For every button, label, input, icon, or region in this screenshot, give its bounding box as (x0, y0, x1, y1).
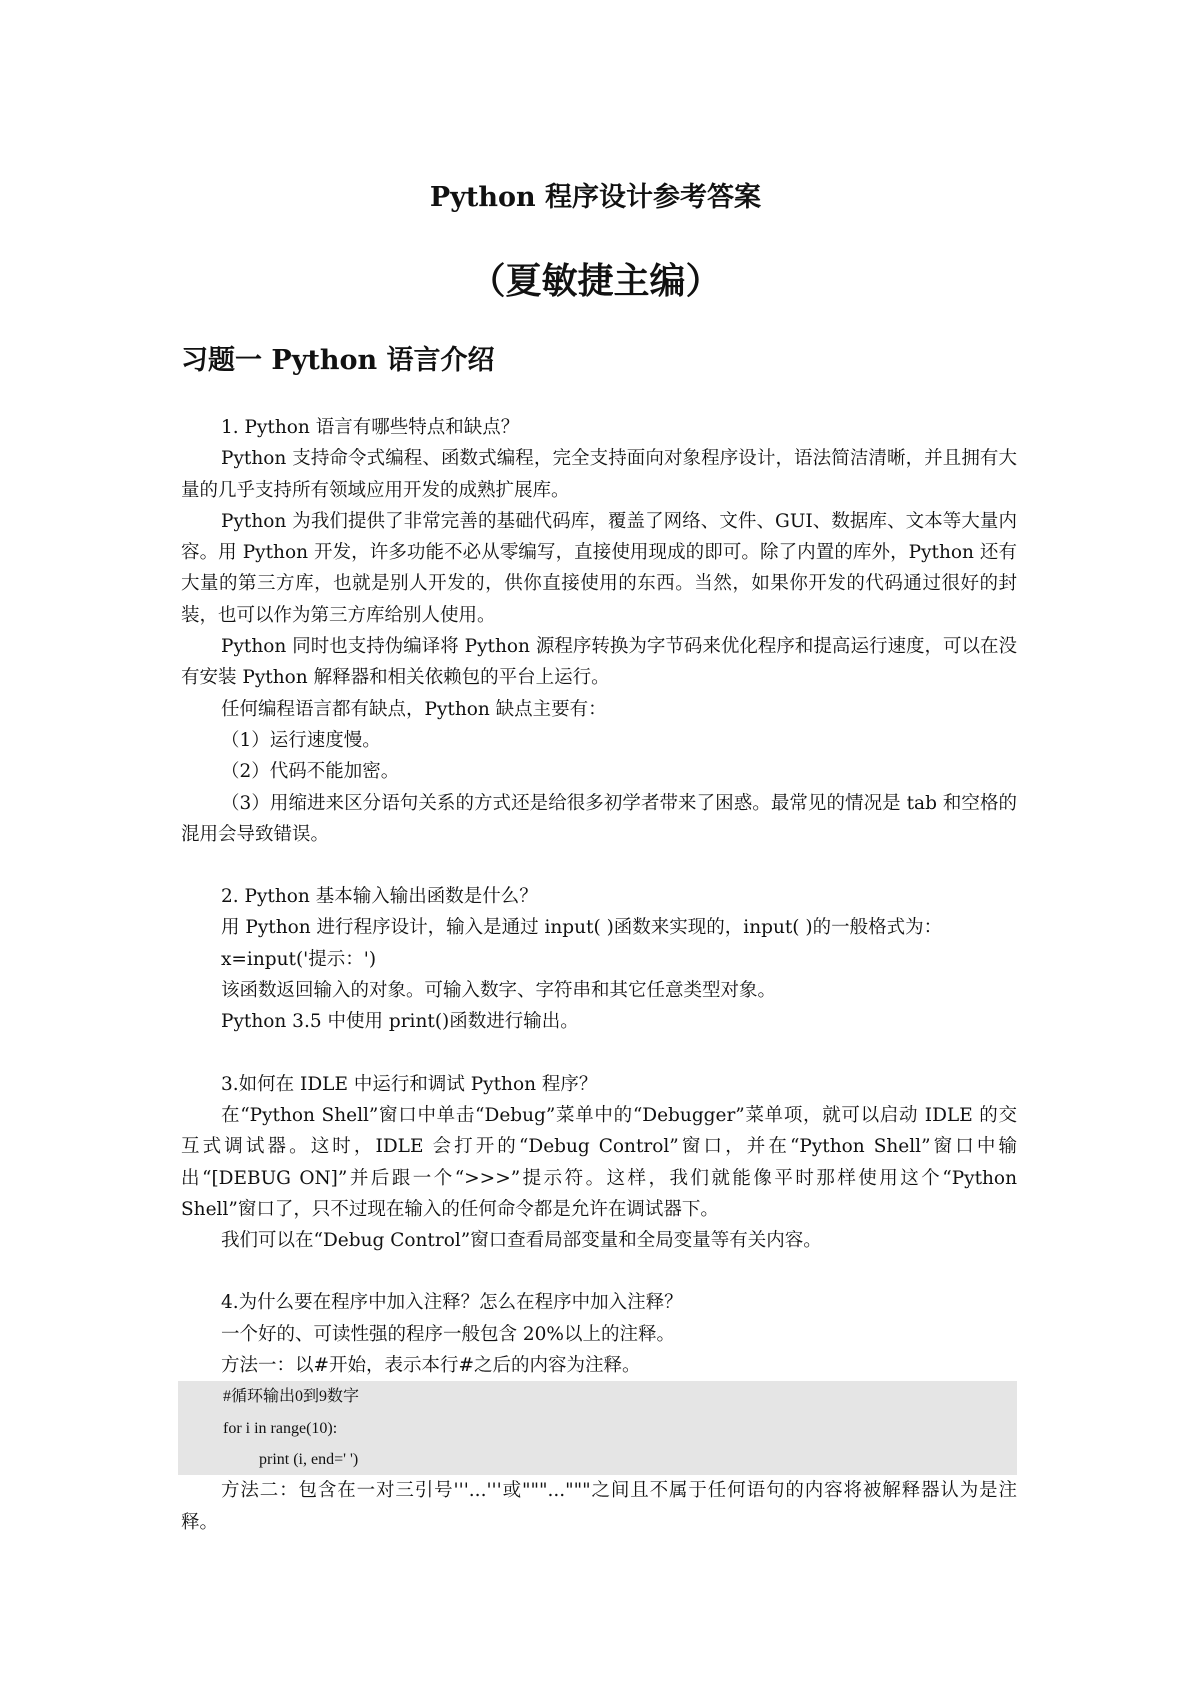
question-3: 3.如何在 IDLE 中运行和调试 Python 程序？ (221, 1073, 598, 1095)
code-line: #循环输出0到9数字 (223, 1388, 360, 1406)
spacer (181, 1038, 1017, 1069)
q1-list-item-2: （2）代码不能加密。 (221, 761, 400, 783)
code-line: for i in range(10): (223, 1419, 338, 1437)
q3-paragraph-2: 我们可以在“Debug Control”窗口查看局部变量和全局变量等有关内容。 (221, 1230, 822, 1252)
q4-paragraph-2: 方法一：以#开始，表示本行#之后的内容为注释。 (221, 1355, 641, 1377)
question-1: 1. Python 语言有哪些特点和缺点？ (221, 417, 520, 438)
spacer (181, 1256, 1017, 1287)
q1-paragraph-4: 任何编程语言都有缺点，Python 缺点主要有： (221, 698, 607, 720)
spacer (181, 850, 1017, 881)
question-2: 2. Python 基本输入输出函数是什么？ (221, 886, 538, 908)
q1-list-item-1: （1）运行速度慢。 (221, 729, 381, 751)
q4-paragraph-3: 方法二：包含在一对三引号'''...'''或"""..."""之间且不属于任何语句的内容将被解释器认为是注释。 (181, 1480, 1017, 1533)
q2-paragraph-2: x=input('提示：') (221, 948, 377, 970)
q4-paragraph-1: 一个好的、可读性强的程序一般包含 20%以上的注释。 (221, 1323, 676, 1345)
q2-paragraph-1: 用 Python 进行程序设计，输入是通过 input( )函数来实现的，input( )的一般格式为： (221, 917, 943, 939)
q1-paragraph-1: Python 支持命令式编程、函数式编程，完全支持面向对象程序设计，语法简洁清晰，并且拥有大量的几乎支持所有领域应用开发的成熟扩展库。 (181, 448, 1017, 501)
question-4: 4.为什么要在程序中加入注释？怎么在程序中加入注释？ (221, 1292, 683, 1314)
q1-paragraph-2: Python 为我们提供了非常完善的基础代码库，覆盖了网络、文件、GUI、数据库、文本等大量内容。用 Python 开发，许多功能不必从零编写，直接使用现成的即可。除了内置的库外，Python 还有大量的第三方库，也就是别人开发的，供你直接使用的东西。当然，如果你开发的代码通过很好的封装，也可以作为第三方库给别人使用。 (181, 510, 1017, 626)
code-block (178, 1381, 1017, 1475)
document-subtitle: （夏敏捷主编） (469, 260, 722, 302)
code-line: print (i, end=' ') (259, 1450, 359, 1468)
chapter-heading: 习题一 Python 语言介绍 (181, 345, 495, 376)
q1-paragraph-3: Python 同时也支持伪编译将 Python 源程序转换为字节码来优化程序和提高运行速度，可以在没有安装 Python 解释器和相关依赖包的平台上运行。 (181, 636, 1017, 689)
document-title: Python 程序设计参考答案 (429, 182, 762, 213)
q2-paragraph-4: Python 3.5 中使用 print()函数进行输出。 (221, 1011, 579, 1033)
q3-paragraph-1: 在“Python Shell”窗口中单击“Debug”菜单中的“Debugger”菜单项，就可以启动 IDLE 的交互式调试器。这时，IDLE 会打开的“Debug Control”窗口，并在“Python Shell”窗口中输出“[DEBUG ON]”并后跟一个“>>>”提示符。这样，我们就能像平时那样使用这个“Python Shell”窗口了，只不过现在输入的任何命令都是允许在调试器下。 (181, 1104, 1017, 1220)
document-body (181, 412, 1017, 1538)
q1-list-item-3: （3）用缩进来区分语句关系的方式还是给很多初学者带来了困惑。最常见的情况是 tab 和空格的混用会导致错误。 (181, 792, 1017, 845)
q2-paragraph-3: 该函数返回输入的对象。可输入数字、字符串和其它任意类型对象。 (221, 980, 777, 1002)
